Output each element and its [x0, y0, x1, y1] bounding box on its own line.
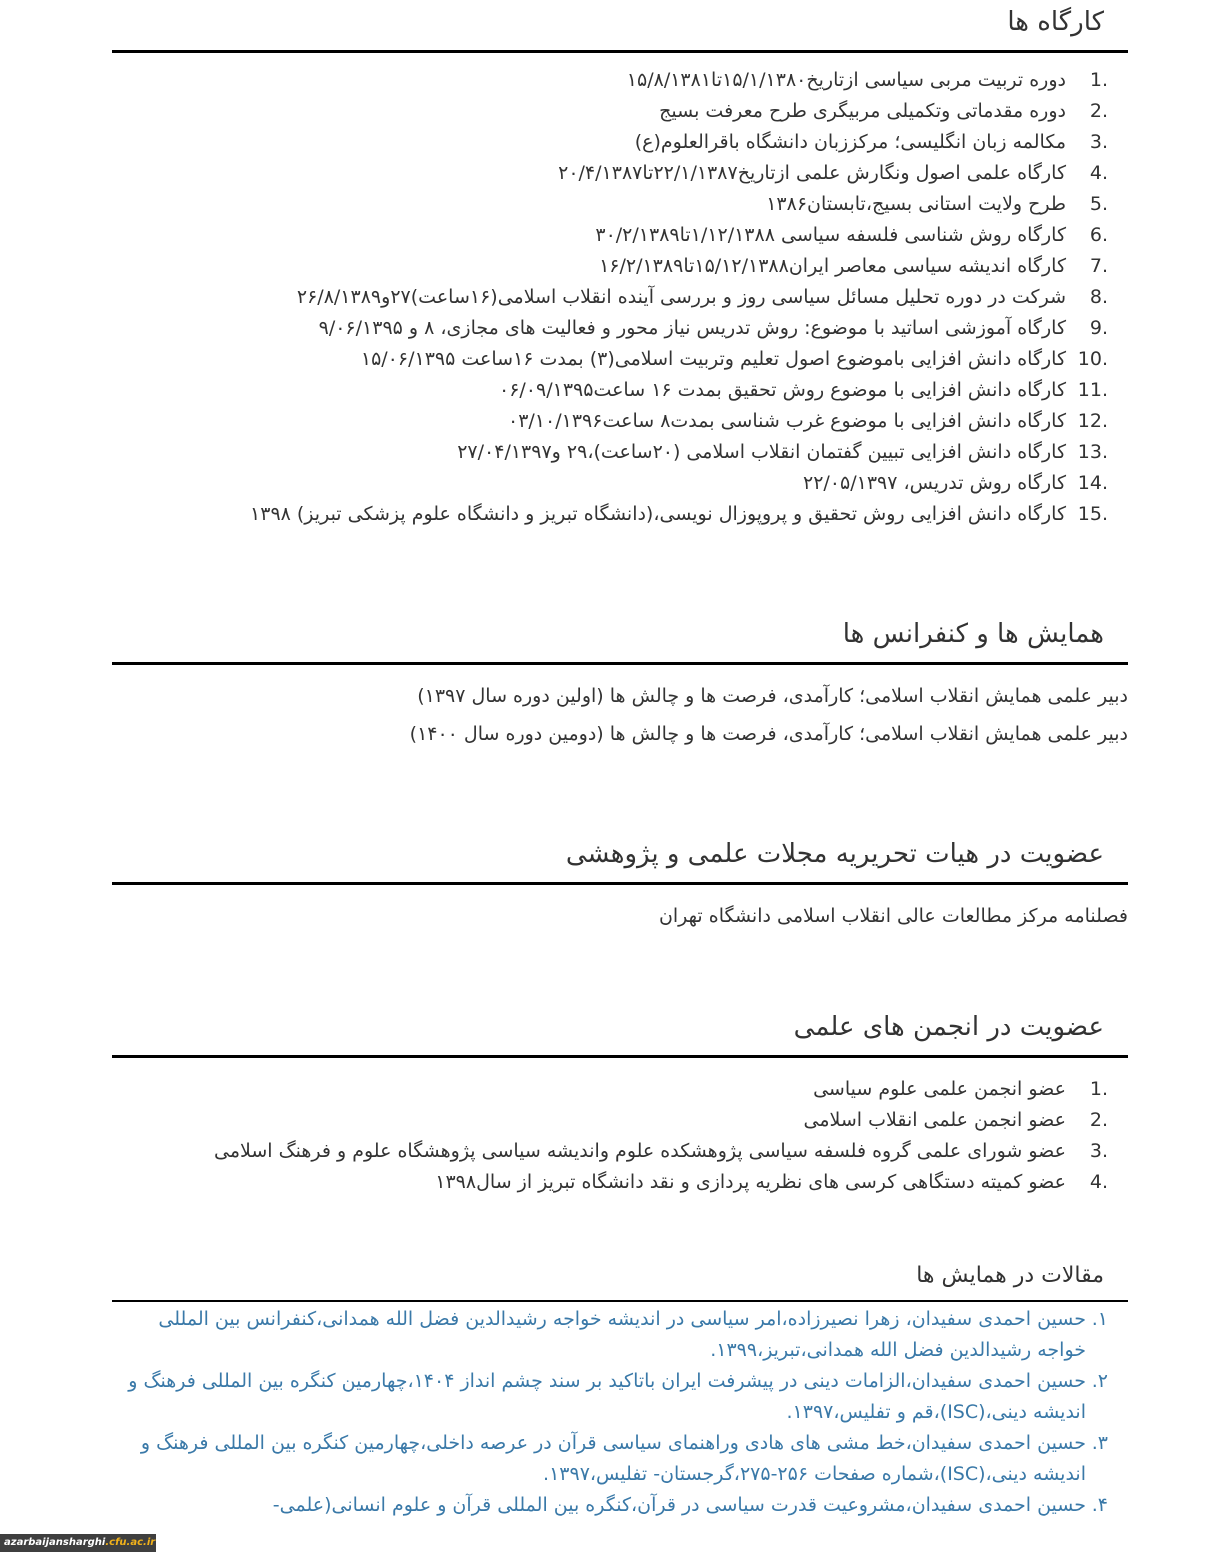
list-item: 1. دوره تربیت مربی سیاسی ازتاریخ۱۵/۱/۱۳۸۰تا۱۵/۸/۱۳۸۱ — [626, 69, 1108, 91]
list-item: 5. طرح ولایت استانی بسیج،تابستان۱۳۸۶ — [766, 193, 1108, 215]
papers-list — [112, 1304, 1128, 1521]
section-divider — [112, 50, 1128, 53]
section-title: عضویت در انجمن های علمی — [793, 1012, 1104, 1042]
paper-link[interactable]: حسین احمدی سفیدان،خط مشی های هادی وراهنمای سیاسی قرآن در عرصه داخلی،چهارمین کنگره بین المللی فرهنگ و اندیشه دینی،(ISC)،شماره صفحات ۲۵۶-۲۷۵،گرجستان- تفلیس،۱۳۹۷. — [140, 1432, 1086, 1485]
section-title: مقالات در همایش ها — [916, 1263, 1104, 1288]
list-item: 7. کارگاه اندیشه سیاسی معاصر ایران۱۵/۱۲/۱۳۸۸تا۱۶/۲/۱۳۸۹ — [599, 255, 1108, 277]
journal-item: فصلنامه مرکز مطالعات عالی انقلاب اسلامی دانشگاه تهران — [658, 905, 1128, 927]
list-item: 14. کارگاه روش تدریس، ۲۲/۰۵/۱۳۹۷ — [803, 472, 1108, 494]
paper-item[interactable]: ۱. حسین احمدی سفیدان، زهرا نصیرزاده،امر سیاسی در اندیشه خواجه رشیدالدین فضل الله همدانی،کنفرانس بین المللی خواجه رشیدالدین فضل الله همدانی،تبریز،۱۳۹۹. — [112, 1304, 1128, 1366]
editorial-section — [112, 836, 1128, 935]
list-item: 11. کارگاه دانش افزایی با موضوع روش تحقیق بمدت ۱۶ ساعت۰۶/۰۹/۱۳۹۵ — [498, 379, 1108, 401]
associations-list — [112, 1074, 1128, 1198]
section-title: همایش ها و کنفرانس ها — [842, 619, 1104, 649]
conference-item: دبیر علمی همایش انقلاب اسلامی؛ کارآمدی، فرصت ها و چالش ها (دومین دوره سال ۱۴۰۰) — [409, 723, 1128, 745]
section-divider — [112, 1300, 1128, 1302]
section-divider — [112, 662, 1128, 665]
site-watermark: azarbaijansharghi.cfu.ac.ir — [0, 1534, 156, 1552]
list-item: 2. دوره مقدماتی وتکمیلی مربیگری طرح معرفت بسیج — [659, 100, 1108, 122]
paper-item[interactable]: ۲. حسین احمدی سفیدان،الزامات دینی در پیشرفت ایران باتاکید بر سند چشم انداز ۱۴۰۴،چهارمین کنگره بین المللی فرهنگ و اندیشه دینی،(ISC)،قم و تفلیس،۱۳۹۷. — [112, 1366, 1128, 1428]
section-divider — [112, 882, 1128, 885]
conferences-section — [112, 616, 1128, 753]
paper-item[interactable]: ۳. حسین احمدی سفیدان،خط مشی های هادی وراهنمای سیاسی قرآن در عرصه داخلی،چهارمین کنگره بین المللی فرهنگ و اندیشه دینی،(ISC)،شماره صفحات ۲۵۶-۲۷۵،گرجستان- تفلیس،۱۳۹۷. — [112, 1428, 1128, 1490]
list-item: 3. عضو شورای علمی گروه فلسفه سیاسی پژوهشکده علوم واندیشه سیاسی پژوهشگاه علوم و فرهنگ اسلامی — [214, 1140, 1108, 1162]
workshops-section — [112, 4, 1128, 530]
list-item: 8. شرکت در دوره تحلیل مسائل سیاسی روز و بررسی آینده انقلاب اسلامی(۱۶ساعت)۲۷و۲۶/۸/۱۳۸۹ — [296, 286, 1108, 308]
paper-link[interactable]: حسین احمدی سفیدان،مشروعیت قدرت سیاسی در قرآن،کنگره بین المللی قرآن و علوم انسانی(علمی- — [272, 1494, 1086, 1516]
associations-section — [112, 1009, 1128, 1198]
list-item: 15. کارگاه دانش افزایی روش تحقیق و پروپوزال نویسی،(دانشگاه تبریز و دانشگاه علوم پزشکی تبریز) ۱۳۹۸ — [250, 503, 1108, 525]
papers-section — [112, 1258, 1128, 1521]
list-item: 9. کارگاه آموزشی اساتید با موضوع: روش تدریس نیاز محور و فعالیت های مجازی، ۸ و ۹/۰۶/۱۳۹۵ — [318, 317, 1108, 339]
section-divider — [112, 1055, 1128, 1058]
paper-link[interactable]: حسین احمدی سفیدان، زهرا نصیرزاده،امر سیاسی در اندیشه خواجه رشیدالدین فضل الله همدانی،کنفرانس بین المللی خواجه رشیدالدین فضل الله همدانی،تبریز،۱۳۹۹. — [158, 1308, 1086, 1361]
list-item: 1. عضو انجمن علمی علوم سیاسی — [813, 1078, 1108, 1100]
list-item: 12. کارگاه دانش افزایی با موضوع غرب شناسی بمدت۸ ساعت۰۳/۱۰/۱۳۹۶ — [508, 410, 1108, 432]
list-item: 4. عضو کمیته دستگاهی کرسی های نظریه پردازی و نقد دانشگاه تبریز از سال۱۳۹۸ — [435, 1171, 1108, 1193]
workshops-list — [112, 65, 1128, 530]
list-item: 2. عضو انجمن علمی انقلاب اسلامی — [803, 1109, 1108, 1131]
list-item: 3. مکالمه زبان انگلیسی؛ مرکززبان دانشگاه باقرالعلوم(ع) — [634, 131, 1108, 153]
paper-item[interactable]: ۴. حسین احمدی سفیدان،مشروعیت قدرت سیاسی در قرآن،کنگره بین المللی قرآن و علوم انسانی(علمی- — [112, 1490, 1128, 1521]
list-item: 4. کارگاه علمی اصول ونگارش علمی ازتاریخ۲۲/۱/۱۳۸۷تا۲۰/۴/۱۳۸۷ — [558, 162, 1108, 184]
list-item: 6. کارگاه روش شناسی فلسفه سیاسی ۱/۱۲/۱۳۸۸تا۳۰/۲/۱۳۸۹ — [595, 224, 1108, 246]
section-title: کارگاه ها — [1007, 7, 1104, 37]
list-item: 13. کارگاه دانش افزایی تبیین گفتمان انقلاب اسلامی (۲۰ساعت)،۲۹ و۲۷/۰۴/۱۳۹۷ — [457, 441, 1108, 463]
paper-link[interactable]: حسین احمدی سفیدان،الزامات دینی در پیشرفت ایران باتاکید بر سند چشم انداز ۱۴۰۴،چهارمین کنگره بین المللی فرهنگ و اندیشه دینی،(ISC)،قم و تفلیس،۱۳۹۷. — [128, 1370, 1086, 1423]
conference-item: دبیر علمی همایش انقلاب اسلامی؛ کارآمدی، فرصت ها و چالش ها (اولین دوره سال ۱۳۹۷) — [417, 685, 1128, 707]
list-item: 10. کارگاه دانش افزایی باموضوع اصول تعلیم وتربیت اسلامی(۳) بمدت ۱۶ساعت ۱۵/۰۶/۱۳۹۵ — [360, 348, 1108, 370]
section-title: عضویت در هیات تحریریه مجلات علمی و پژوهشی — [565, 839, 1104, 869]
